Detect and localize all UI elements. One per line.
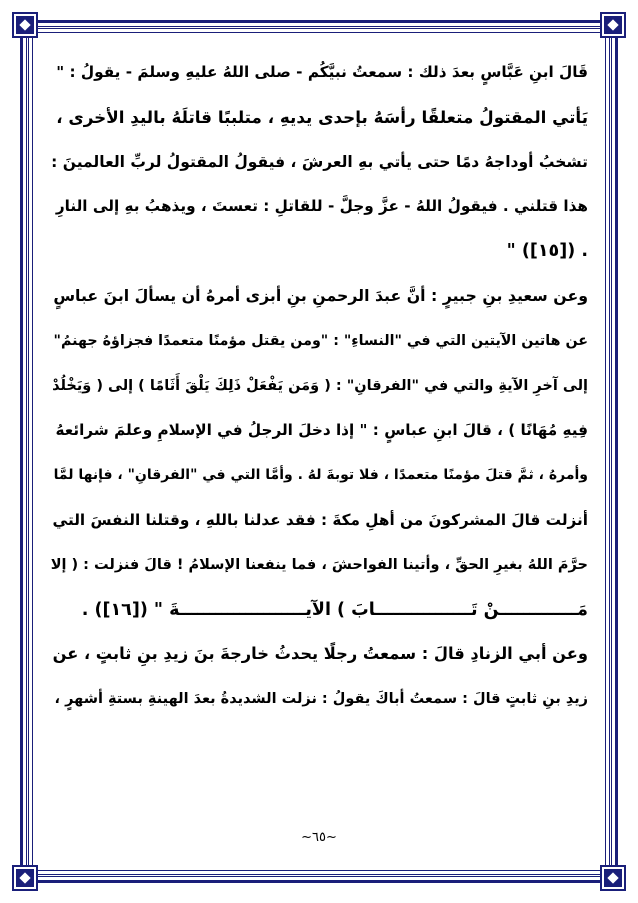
text-line-11: أنزلت قالَ المشركونَ من أهلِ مكةَ : فقد عدلنا باللهِ ، وقتلنا النفسَ التي xyxy=(52,510,588,529)
page-text xyxy=(50,50,588,722)
text-line-3: تشخبُ أوداجهُ دمًا حتى يأتي بهِ العرشَ ، فيقولُ المقتولُ لربِّ العالمينَ : xyxy=(51,152,588,171)
text-line-9: فِيهِ مُهَانًا ) ، قالَ ابنِ عباسٍ : " إذا دخلَ الرجلُ في الإسلامِ وعلمَ شرائعهُ xyxy=(55,421,588,440)
page-number: ~٦٥~ xyxy=(301,830,337,845)
text-line-1: قَالَ ابنِ عَبَّاسٍ بعدَ ذلك : سمعتُ نبيَّكُم - صلى اللهُ عليهِ وسلمَ - يقولُ : " xyxy=(56,63,588,81)
text-line-2: يَأتي المقتولُ متعلقًا رأسَهُ بإحدى يديهِ ، متلببًا قاتلَهُ باليدِ الأخرى ، xyxy=(56,106,588,127)
corner-ornament-bottom-right xyxy=(602,867,624,889)
corner-ornament-bottom-left xyxy=(14,867,36,889)
text-line-8: إلى آخرِ الآيةِ والتي في "الفرقانِ" : ( وَمَن يَفْعَلْ ذَلِكَ يَلْقَ أَثَامًا ) إلى ( وَيَخْلُدْ xyxy=(52,377,588,394)
text-line-10: وأمرهُ ، ثمَّ قتلَ مؤمنًا متعمدًا ، فلا توبةَ لهُ . وأمَّا التي في "الفرقانِ" ، فإنها لمَّا xyxy=(53,467,588,484)
text-line-4: هذا قتلني . فيقولُ اللهُ - عزَّ وجلَّ - للقاتلِ : تعستَ ، ويذهبُ بهِ إلى النارِ xyxy=(55,197,588,216)
text-line-12: حرَّمَ اللهُ بغيرِ الحقِّ ، وأتينا الفواحشَ ، فما ينفعنا الإسلامُ ! قالَ فنزلت : ( إلا xyxy=(50,556,588,573)
text-line-14: وعن أبي الزنادِ قالَ : سمعتُ رجلًا يحدثُ خارجةَ بنَ زيدِ بنِ ثابتٍ ، عن xyxy=(52,644,588,664)
text-line-7: عن هاتين الآيتين التي في "النساءِ" : "ومن يقتل مؤمنًا متعمدًا فجزاؤهُ جهنمُ" xyxy=(53,332,588,349)
text-line-6: وعن سعيدِ بنِ جبيرٍ : أنَّ عبدَ الرحمنِ بنِ أبزى أمرهُ أن يسألَ ابنَ عباسٍ xyxy=(53,285,588,305)
text-line-15: زيدِ بنِ ثابتٍ قالَ : سمعتُ أباكَ يقولُ : نزلت الشديدةُ بعدَ الهينةِ بستةِ أشهرٍ ، xyxy=(54,691,588,708)
corner-ornament-top-left xyxy=(14,14,36,36)
corner-ornament-top-right xyxy=(602,14,624,36)
text-line-13: مَـــــــــــــنْ تَــــــــــــــــابَ ) الآيـــــــــــــــــــــةَ " ([١٦]) . xyxy=(81,599,588,620)
text-line-5: . ([١٥]) " xyxy=(506,241,588,262)
